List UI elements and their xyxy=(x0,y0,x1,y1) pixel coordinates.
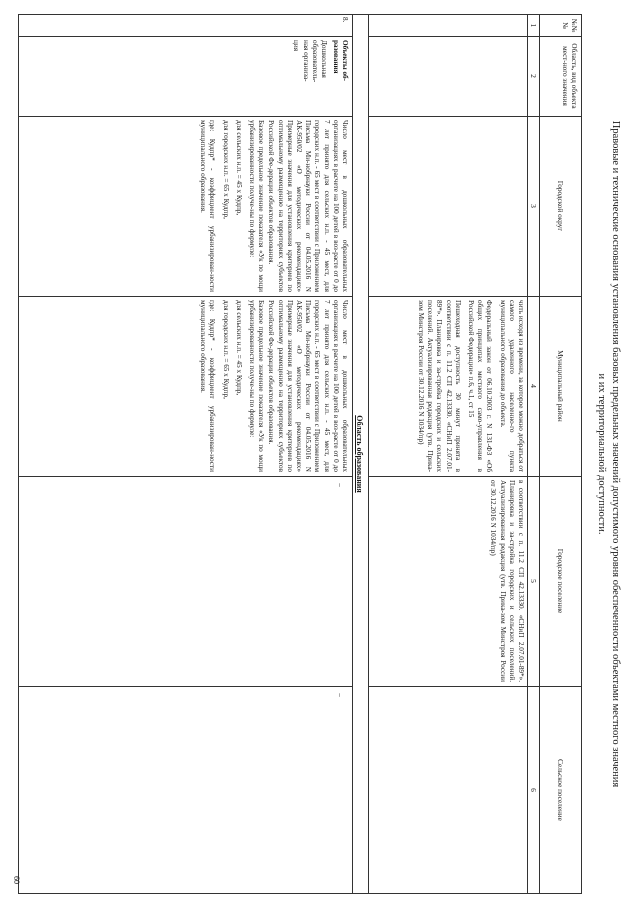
col-divider-2 xyxy=(369,116,582,117)
header-col-1-line-1: №№ xyxy=(570,18,578,33)
row-8-col-4-p3: для сельских н.п. = 45 х Кудпр, xyxy=(234,300,243,396)
top-row-col-5 xyxy=(371,480,525,682)
row-8-col-3-p3: для сельских н.п. = 45 х Кудпр, xyxy=(234,120,243,216)
col-divider-4 xyxy=(369,476,582,477)
column-number-4: 4 xyxy=(529,384,538,388)
row-8-col-3-p1: Число мест в дошкольных образовательных организациях в расчете на 100 детей в воз-расте от 0 до 7 лет принято для сельских н.п. - 45 мест, для городских н.п. - 65 мест в соответствии с Приложением Письма Ми-нобрнауки России от 04.05.2016 N АК-950/02 «О методических рекомендациях» Примерные значения для установления критериев по оптимальному размещению на территориях субъектов Российской Фе-дерации объектов образования. xyxy=(267,120,349,292)
header-col-6: Сельское поселение xyxy=(556,759,564,821)
col-divider-4b xyxy=(19,476,353,477)
table-right-border xyxy=(19,893,582,894)
document-title xyxy=(582,14,622,894)
row-8-object: Дошкольная образователь-ная организа-ция xyxy=(292,40,328,83)
header-col-1-line-2: № xyxy=(560,22,569,29)
column-number-5: 5 xyxy=(529,579,538,583)
top-row-col-4 xyxy=(371,300,525,472)
row-8-col-6: – xyxy=(336,693,344,697)
table-top-border xyxy=(581,14,582,894)
row-8-col-4 xyxy=(23,300,349,472)
col-divider-1 xyxy=(369,36,582,37)
header-col-3: Городской округ xyxy=(556,180,564,232)
row-8-col-3-p5: где: Кудпр* - коэффициент урбанизирован-ности муниципального образования. xyxy=(199,120,217,292)
table-left-border xyxy=(19,14,582,15)
col-divider-3b xyxy=(19,296,353,297)
row-8-col-5: – xyxy=(336,483,344,487)
col-divider-2b xyxy=(19,116,353,117)
col-divider-1b xyxy=(19,36,353,37)
table-bottom-border xyxy=(18,14,19,894)
col-divider-5b xyxy=(19,686,353,687)
row-8-col-4-p5: где: Кудпр* - коэффициент урбанизирован-ности муниципального образования. xyxy=(199,300,217,472)
row-8-col-3-p4: для городских н.п. = 65 х Кудпр, xyxy=(221,120,230,219)
top-row-col-4-p1: чить исходя из времени, за которое можно добраться от самого удаленного населенно-го пункта муниципального образования до объекта. xyxy=(498,300,525,472)
col-divider-3 xyxy=(369,296,582,297)
column-number-2: 2 xyxy=(529,74,538,78)
section-bottom-border xyxy=(352,14,353,894)
rotated-table-sheet xyxy=(18,14,622,894)
header-bottom-border xyxy=(539,14,540,894)
row-8-number: 8. xyxy=(341,17,349,23)
row-8-col-4-p4: для городских н.п. = 65 х Кудпр, xyxy=(221,300,230,399)
header-col-4: Муниципальный район xyxy=(556,350,564,422)
row-8-col-4-p2: Базовое предельное значение показателя «Ук по мощи урбанизированности получе-ны по формуле: xyxy=(247,300,266,472)
row-8-col-3 xyxy=(23,120,349,292)
row-8-area: Объекты об-разования xyxy=(331,40,349,82)
column-number-1: 1 xyxy=(529,23,538,28)
page-number: 60 xyxy=(12,876,21,884)
top-row-col-4-p3: Пешеходная доступность 30 минут принята в соответствии с п. 11.2 СП 42.13330. «СНиП 2.07.01-89*». Планировка и за-стройка городских и сельских поселений. Актуализированная редакция (утв. Прика-зом Минстроя России от 30.12.2016 N 1034/пр) xyxy=(416,300,462,472)
header-col-1 xyxy=(560,16,578,35)
title-line-1: Правовые и технические основания установления базовых предельных значений допустимого уровня обеспеченности объектами местного значения xyxy=(610,120,621,788)
top-row-col-4-p2: Федеральный закон от 06.10.2003 г. N 131-ФЗ «Об общих принципах местного само-управления в Российской Федерации» п.6, ч.1, ст 15 xyxy=(466,300,494,472)
title-line-2: и их территориальной доступности. xyxy=(596,373,607,535)
header-col-2: Область, вид объекта мест-ного значения xyxy=(560,43,578,109)
column-number-6: 6 xyxy=(529,788,538,792)
header-col-5: Городское поселение xyxy=(556,548,564,614)
section-title: Область образования xyxy=(355,415,364,493)
top-row-bottom-border xyxy=(368,14,369,894)
column-number-3: 3 xyxy=(529,204,538,208)
top-row-col-5-p1: в соответствии с п. 11.2 СП 42.13330. «СНиП 2.07.01-89*». Планировка и за-стройка городских и сельских поселений. Актуализированная редакция (утв. Прика-зом Минстроя России от 30.12.2016 N 1034/пр) xyxy=(489,480,525,682)
row-8-col-4-p1: Число мест в дошкольных образовательных организациях в расчете на 100 детей в воз-расте от 0 до 7 лет принято для сельских н.п. - 45 мест, для городских н.п. - 65 мест в соответствии с Приложением Письма Ми-нобрнауки России от 04.05.2016 N АК-950/02 «О методических рекомендациях» Примерные значения для установления критериев по оптимальному размещению на территориях субъектов Российской Фе-дерации объектов образования. xyxy=(267,300,349,472)
col-divider-5 xyxy=(369,686,582,687)
row-8-col-3-p2: Базовое предельное значение показателя «Ук по мощи урбанизированности получе-ны по формуле: xyxy=(247,120,266,292)
